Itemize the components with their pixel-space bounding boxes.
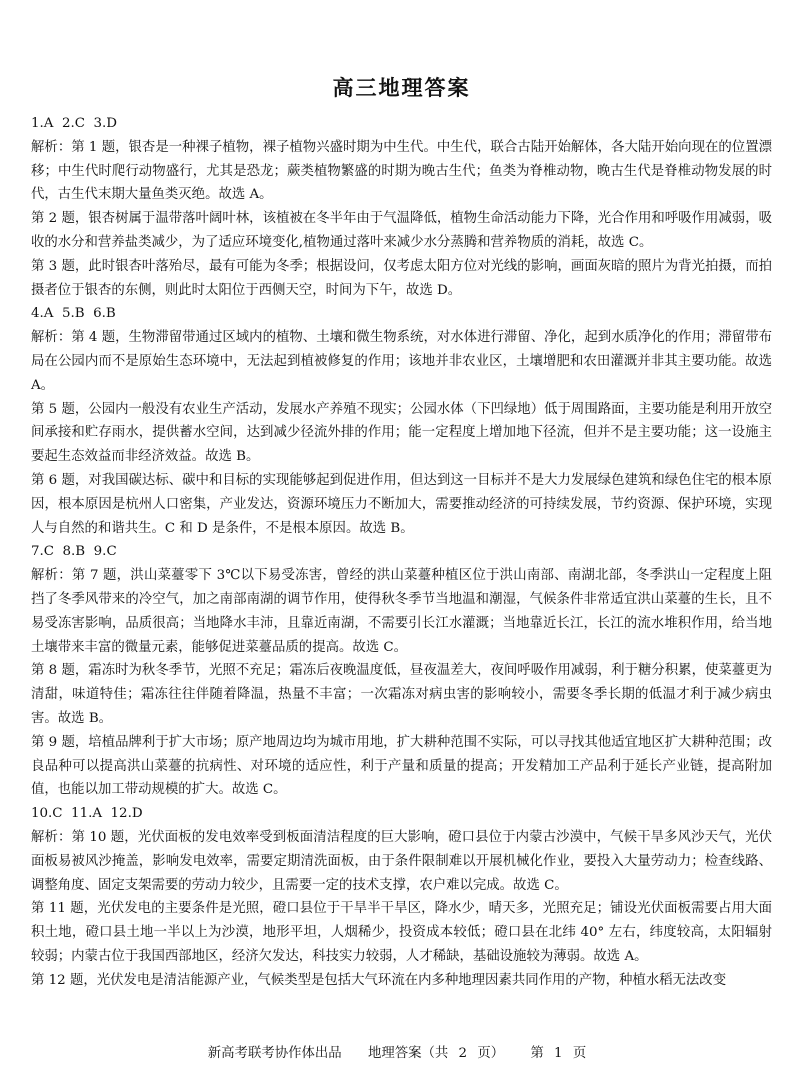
footer-doc-title: 地理答案（共 2 页） [367, 1046, 505, 1061]
explanation-paragraph: 第 2 题，银杏树属于温带落叶阔叶林，该植被在冬半年由于气温降低，植物生命活动能力下降，光合作用和呼吸作用减弱，吸收的水分和营养盐类减少，为了适应环境变化,植物通过落叶来减少水分蒸腾和营养物质的消耗，故选 C。 [31, 211, 772, 250]
page-title: 高三地理答案 [332, 76, 471, 100]
explanation-paragraph: 第 6 题，对我国碳达标、碳中和目标的实现能够起到促进作用，但达到这一目标并不是大力发展绿色建筑和绿色住宅的根本原因，根本原因是杭州人口密集，产业发达，资源环境压力不断加大，需要推动经济的可持续发展，节约资源、保护环境，实现人与自然的和谐共生。C 和 D 是条件，不是根本原因。故选 B。 [31, 472, 772, 536]
explanation-paragraph: 第 11 题，光伏发电的主要条件是光照，磴口县位于干旱半干旱区，降水少，晴天多，光照充足；铺设光伏面板需要占用大面积土地，磴口县土地一半以上为沙漠，地形平坦，人烟稀少，投资成本较低；磴口县在北纬 40° 左右，纬度较高，太阳辐射较弱；内蒙古位于我国西部地区，经济欠发达，科技实力较弱，人才稀缺，基础设施较为薄弱。故选 A。 [31, 901, 772, 964]
explanation-paragraph: 第 3 题，此时银杏叶落殆尽，最有可能为冬季；根据设问，仅考虑太阳方位对光线的影响，画面灰暗的照片为背光拍摄，而拍摄者位于银杏的东侧，则此时太阳位于西侧天空，时间为下午，故选 D。 [31, 258, 772, 298]
page-footer [0, 1042, 794, 1061]
explanation-paragraph: 第 12 题，光伏发电是清洁能源产业，气候类型是包括大气环流在内多种地理因素共同作用的产物，种植水稻无法改变 [31, 972, 727, 988]
answer-section [31, 302, 772, 540]
explanation-paragraph: 第 5 题，公园内一般没有农业生产活动，发展水产养殖不现实；公园水体（下凹绿地）低于周围路面，主要功能是利用开放空间承接和贮存雨水，提供蓄水空间，达到减少径流外排的作用；能一定程度上增加地下径流，但并不是主要功能；这一设施主要起生态效益而非经济效益。故选 B。 [31, 401, 772, 465]
answer-key-line: 1.A 2.C 3.D [31, 116, 118, 131]
explanation-paragraph: 解析：第 10 题，光伏面板的发电效率受到板面清洁程度的巨大影响，磴口县位于内蒙古沙漠中，气候干旱多风沙天气，光伏面板易被风沙掩盖，影响发电效率，需要定期清洗面板，由于条件限制难以开展机械化作业，要投入大量劳动力；检查线路、调整角度、固定支架需要的劳动力较少，且需要一定的技术支撑，农户难以完成。故选 C。 [31, 829, 772, 893]
answer-key-line: 4.A 5.B 6.B [31, 306, 116, 322]
answer-content [31, 112, 772, 992]
answer-section [31, 112, 772, 302]
answer-section [31, 540, 772, 802]
answer-key-line: 10.C 11.A 12.D [31, 806, 143, 822]
explanation-paragraph: 解析：第 1 题，银杏是一种裸子植物，裸子植物兴盛时期为中生代。中生代，联合古陆开始解体，各大陆开始向现在的位置漂移；中生代时爬行动物盛行，尤其是恐龙；蕨类植物繁盛的时期为晚古生代；鱼类为脊椎动物，晚古生代是脊椎动物发展的时代，古生代末期大量鱼类灭绝。故选 A。 [31, 139, 772, 203]
explanation-paragraph: 第 8 题，霜冻时为秋冬季节，光照不充足；霜冻后夜晚温度低，昼夜温差大，夜间呼吸作用减弱，利于糖分积累，使菜薹更为清甜，味道特佳；霜冻往往伴随着降温，热量不丰富；一次霜冻对病虫害的影响较小，需要冬季长期的低温才利于减少病虫害。故选 B。 [31, 663, 772, 726]
explanation-paragraph: 解析：第 7 题，洪山菜薹零下 3℃以下易受冻害，曾经的洪山菜薹种植区位于洪山南部、南湖北部，冬季洪山一定程度上阻挡了冬季风带来的冷空气，加之南部南湖的调节作用，使得秋冬季节当地温和潮湿，气候条件非常适宜洪山菜薹的生长，且不易受冻害影响，品质很高；当地降水丰沛，且靠近南湖，不需要引长江水灌溉；当地靠近长江，长江的流水堆积作用，给当地土壤带来丰富的微量元素，能够促进菜薹品质的提高。故选 C。 [31, 568, 772, 655]
answer-section [31, 802, 772, 992]
explanation-paragraph: 第 9 题，培植品牌利于扩大市场；原产地周边均为城市用地，扩大耕种范围不实际，可以寻找其他适宜地区扩大耕种范围；改良品种可以提高洪山菜薹的抗病性、对环境的适应性，利于产量和质量的提高；开发精加工产品利于延长产业链，提高附加值，也能以加工带动规模的扩大。故选 C。 [31, 734, 772, 798]
answer-key-line: 7.C 8.B 9.C [31, 544, 117, 560]
footer-publisher: 新高考联考协作体出品 [207, 1046, 342, 1061]
explanation-paragraph: 解析：第 4 题，生物滞留带通过区域内的植物、土壤和微生物系统，对水体进行滞留、净化，起到水质净化的作用；滞留带布局在公园内而不是原始生态环境中，无法起到植被修复的作用；该地并非农业区，土壤增肥和农田灌溉并非其主要功能。故选 A。 [31, 330, 772, 393]
footer-page-number: 第 1 页 [530, 1046, 587, 1061]
